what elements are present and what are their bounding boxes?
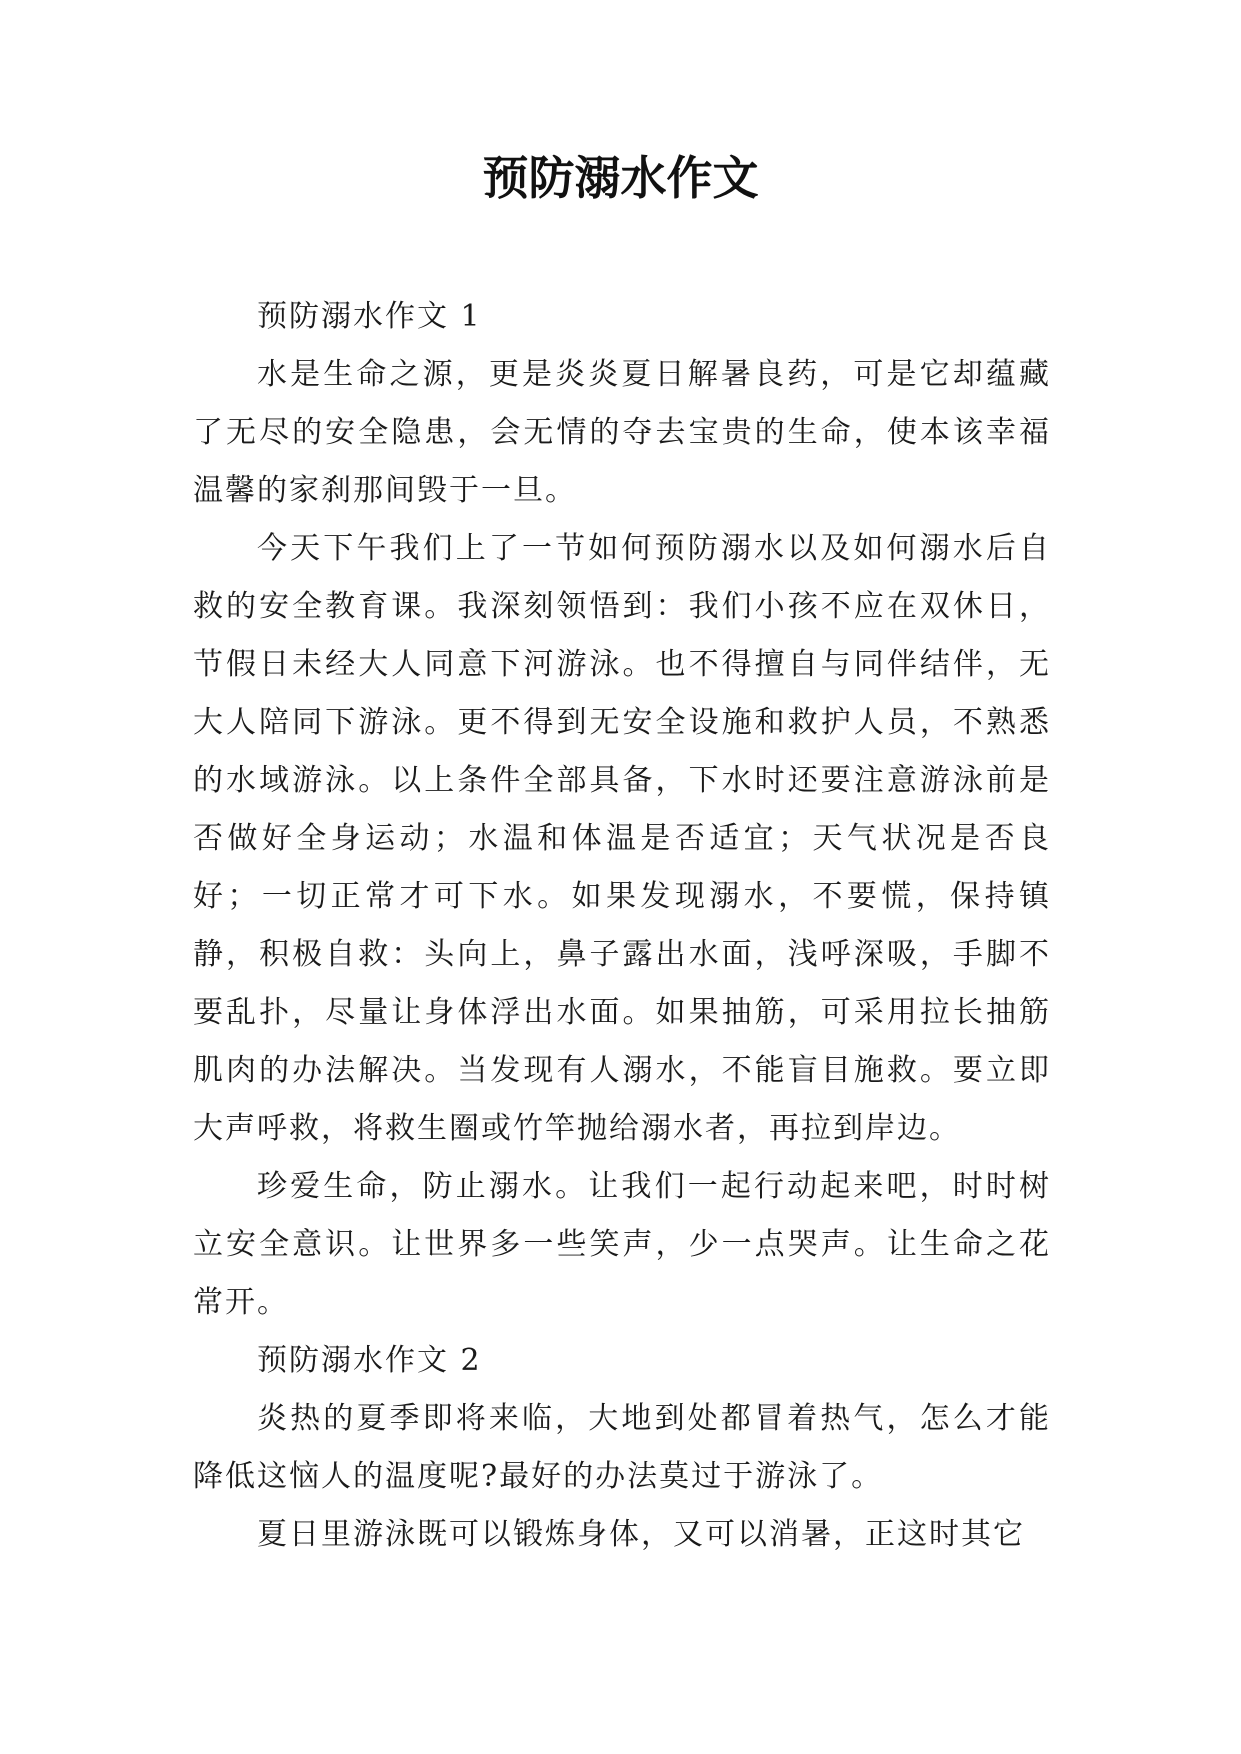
- section-heading: 预防溺水作文 2: [257, 1343, 482, 1378]
- document-title: 预防溺水作文: [482, 151, 759, 205]
- document-body: [193, 288, 1051, 1564]
- essay-section-2: [193, 1332, 1051, 1564]
- paragraph: 珍爱生命，防止溺水。让我们一起行动起来吧，时时树立安全意识。让世界多一些笑声，少一点哭声。让生命之花常开。: [193, 1169, 1051, 1320]
- paragraph: 夏日里游泳既可以锻炼身体，又可以消暑，正这时其它: [257, 1517, 1025, 1552]
- paragraph: 炎热的夏季即将来临，大地到处都冒着热气，怎么才能降低这恼人的温度呢?最好的办法莫过于游泳了。: [193, 1401, 1051, 1494]
- essay-section-1: [193, 288, 1051, 1332]
- paragraph: 水是生命之源，更是炎炎夏日解暑良药，可是它却蕴藏了无尽的安全隐患，会无情的夺去宝贵的生命，使本该幸福温馨的家刹那间毁于一旦。: [193, 357, 1051, 508]
- section-heading: 预防溺水作文 1: [257, 299, 482, 334]
- paragraph: 今天下午我们上了一节如何预防溺水以及如何溺水后自救的安全教育课。我深刻领悟到：我们小孩不应在双休日，节假日未经大人同意下河游泳。也不得擅自与同伴结伴，无大人陪同下游泳。更不得到无安全设施和救护人员，不熟悉的水域游泳。以上条件全部具备，下水时还要注意游泳前是否做好全身运动；水温和体温是否适宜；天气状况是否良好；一切正常才可下水。如果发现溺水，不要慌，保持镇静，积极自救：头向上，鼻子露出水面，浅呼深吸，手脚不要乱扑，尽量让身体浮出水面。如果抽筋，可采用拉长抽筋肌肉的办法解决。当发现有人溺水，不能盲目施救。要立即大声呼救，将救生圈或竹竿抛给溺水者，再拉到岸边。: [193, 531, 1051, 1146]
